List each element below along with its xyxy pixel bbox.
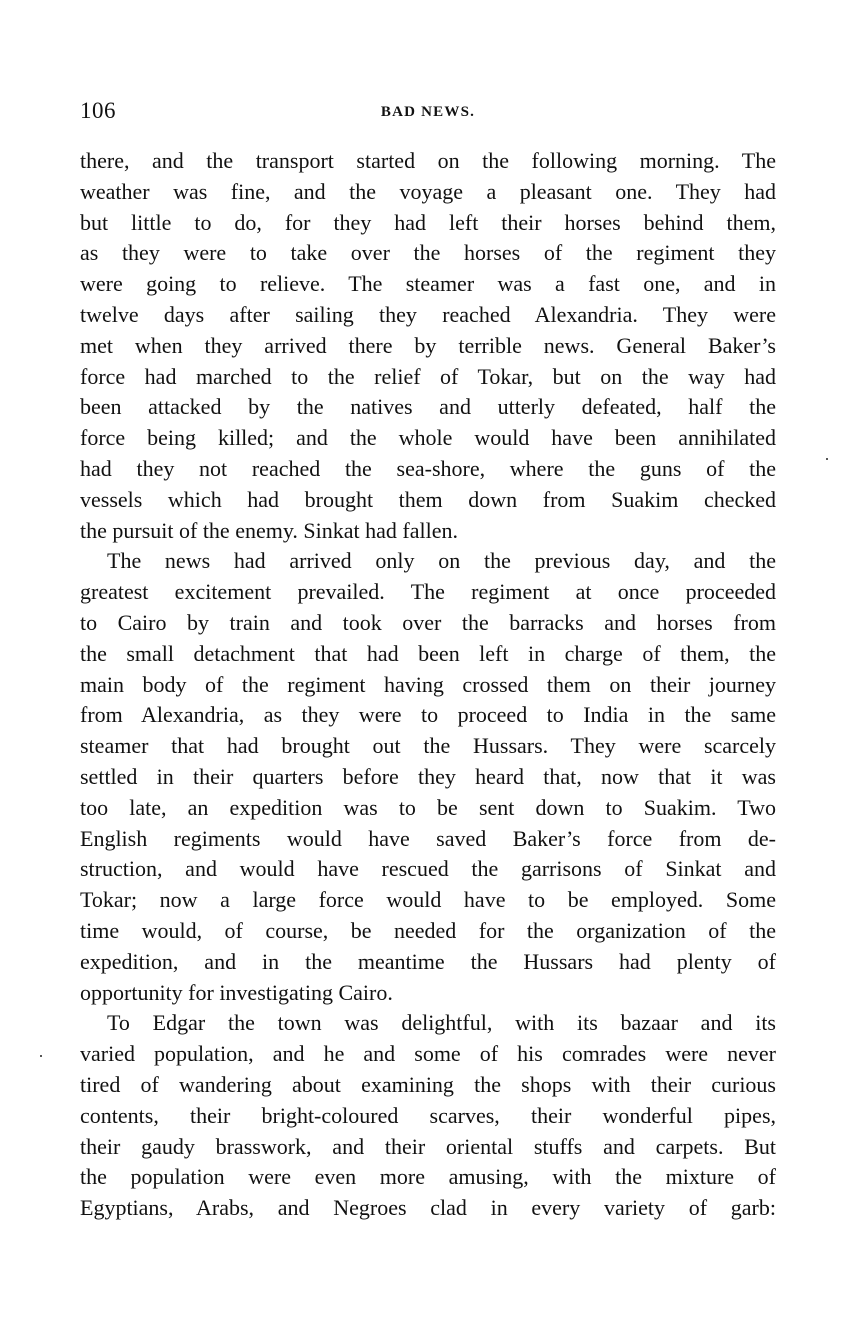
text-line: from Alexandria, as they were to proceed to India in the same (80, 702, 776, 728)
text-line: as they were to take over the horses of the regiment they (80, 240, 776, 266)
text-line: varied population, and he and some of his comrades were never (80, 1041, 776, 1067)
text-line: the pursuit of the enemy. Sinkat had fallen. (80, 517, 458, 543)
text-line: To Edgar the town was delightful, with its bazaar and its (107, 1010, 776, 1036)
text-line: had they not reached the sea-shore, where the guns of the (80, 455, 776, 481)
text-line: time would, of course, be needed for the organization of the (80, 917, 776, 943)
text-line: too late, an expedition was to be sent down to Suakim. Two (80, 794, 776, 820)
text-line: force being killed; and the whole would have been annihilated (80, 425, 776, 451)
text-line: met when they arrived there by terrible news. General Baker’s (80, 332, 776, 358)
text-line: tired of wandering about examining the shops with their curious (80, 1071, 776, 1097)
text-line: their gaudy brasswork, and their oriental stuffs and carpets. But (80, 1133, 776, 1159)
text-line: main body of the regiment having crossed them on their journey (80, 671, 776, 697)
text-line: contents, their bright-coloured scarves, their wonderful pipes, (80, 1102, 776, 1128)
text-line: to Cairo by train and took over the barracks and horses from (80, 609, 776, 635)
text-line: there, and the transport started on the following morning. The (80, 148, 776, 173)
text-line: Egyptians, Arabs, and Negroes clad in every variety of garb: (80, 1195, 776, 1221)
text-line: Tokar; now a large force would have to be employed. Some (80, 887, 776, 913)
page-number: 106 (80, 98, 116, 123)
page-header (80, 98, 776, 132)
text-line: settled in their quarters before they heard that, now that it was (80, 763, 776, 789)
scan-speck (40, 1055, 42, 1057)
text-line: weather was fine, and the voyage a pleasant one. They had (80, 178, 776, 204)
text-line: expedition, and in the meantime the Hussars had plenty of (80, 948, 776, 974)
scan-speck (826, 458, 828, 460)
text-line: steamer that had brought out the Hussars. They were scarcely (80, 733, 776, 759)
text-line: The news had arrived only on the previous day, and the (107, 548, 776, 574)
text-line: but little to do, for they had left their horses behind them, (80, 209, 776, 235)
text-line: struction, and would have rescued the garrisons of Sinkat and (80, 856, 776, 882)
body-text (80, 146, 776, 1224)
text-line: were going to relieve. The steamer was a fast one, and in (80, 271, 776, 297)
text-line: opportunity for investigating Cairo. (80, 979, 393, 1005)
text-line: greatest excitement prevailed. The regiment at once proceeded (80, 579, 776, 605)
text-line: been attacked by the natives and utterly defeated, half the (80, 394, 776, 420)
text-line: the population were even more amusing, with the mixture of (80, 1164, 776, 1190)
text-line: twelve days after sailing they reached Alexandria. They were (80, 301, 776, 327)
running-title: BAD NEWS. (380, 104, 476, 120)
text-line: the small detachment that had been left in charge of them, the (80, 640, 776, 666)
text-line: English regiments would have saved Baker’s force from de- (80, 825, 776, 851)
text-line: vessels which had brought them down from Suakim checked (80, 486, 776, 512)
text-line: force had marched to the relief of Tokar, but on the way had (80, 363, 776, 389)
